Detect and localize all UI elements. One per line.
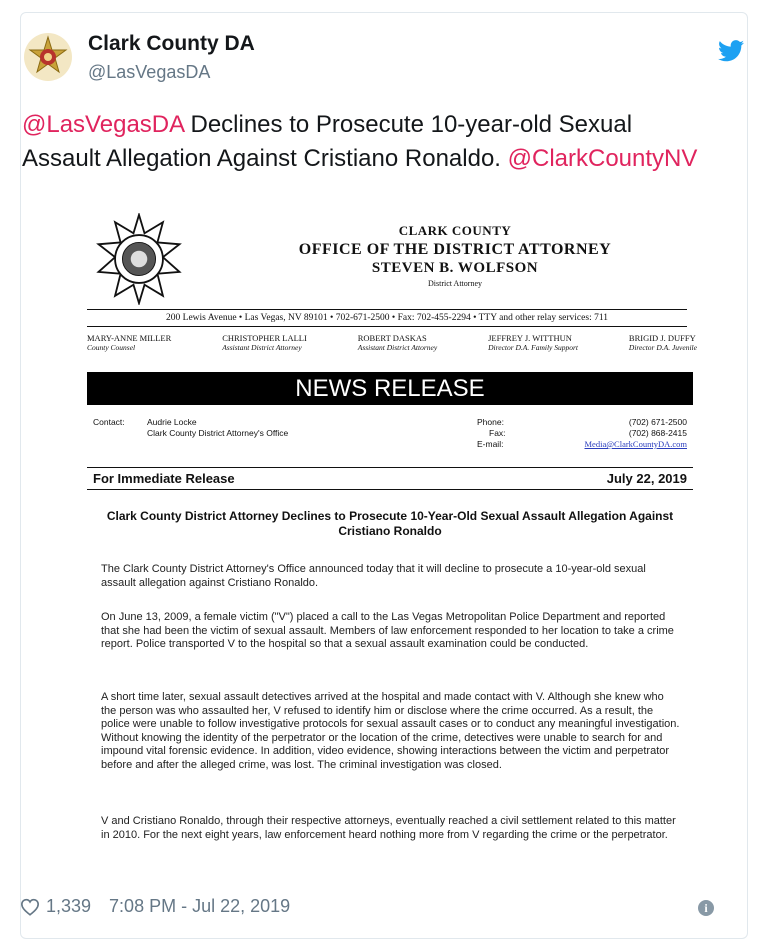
district-attorney-star-seal-icon (93, 213, 185, 305)
staff-title: Director D.A. Family Support (488, 343, 579, 352)
tweet-footer (20, 896, 290, 917)
news-release-banner: NEWS RELEASE (87, 372, 693, 405)
release-bar (87, 467, 693, 490)
tweet-text (22, 108, 712, 176)
phone-label: Phone: (477, 417, 504, 427)
release-paragraph: The Clark County District Attorney's Office announced today that it will decline to prosecute a 10-year-old sexual assault allegation against Cristiano Ronaldo. (101, 563, 646, 589)
staff-member (222, 333, 307, 352)
twitter-bird-icon[interactable] (718, 40, 744, 62)
header-county: CLARK COUNTY (398, 223, 512, 238)
tweet-body: Declines to Prosecute 10-year-old Sexual Assault Allegation Against Cristiano Ronaldo. (22, 111, 633, 172)
mention-link[interactable]: @LasVegasDA (22, 111, 184, 138)
like-count[interactable]: 1,339 (46, 896, 92, 916)
fax-value: (702) 868-2415 (628, 428, 687, 438)
release-paragraph: V and Cristiano Ronaldo, through their respective attorneys, eventually reached a civil settlement related to this matter in 2010. For the next eight years, law enforcement heard nothing more from V regarding the crime or the perpetrator. (101, 815, 676, 841)
phone-value: (702) 671-2500 (628, 417, 687, 427)
author-handle[interactable]: @LasVegasDA (88, 62, 211, 82)
email-link: Media@ClarkCountyDA.com (584, 439, 687, 449)
contact-label: Contact: (93, 417, 125, 427)
header-da-title: District Attorney (428, 279, 482, 288)
contact-office: Clark County District Attorney's Office (147, 428, 289, 438)
staff-title: County Counsel (87, 343, 136, 352)
release-paragraph: On June 13, 2009, a female victim ("V") placed a call to the Las Vegas Metropolitan Police Department and reported that she had been the victim of sexual assault. Members of law enforcement responded to her location to take a crime report. Police transported V to the hospital so that a sexual assault examination could be conducted. (101, 611, 674, 650)
heart-icon[interactable] (20, 898, 40, 916)
staff-member (488, 333, 578, 352)
fax-label: Fax: (489, 428, 506, 438)
staff-name: CHRISTOPHER LALLI (222, 333, 307, 343)
tweet-timestamp[interactable]: 7:08 PM - Jul 22, 2019 (109, 896, 291, 916)
author-name[interactable]: Clark County DA (88, 32, 255, 55)
da-badge-icon (24, 33, 72, 81)
staff-name: MARY-ANNE MILLER (87, 333, 172, 343)
header-da-name: STEVEN B. WOLFSON (371, 260, 539, 276)
office-address: 200 Lewis Avenue • Las Vegas, NV 89101 • 702-671-2500 • Fax: 702-455-2294 • TTY and other relay services: 711 (87, 309, 687, 327)
staff-member (629, 333, 697, 352)
staff-member (358, 333, 437, 352)
info-icon[interactable]: i (698, 900, 714, 916)
staff-title: Assistant District Attorney (222, 343, 302, 352)
header-office: OFFICE OF THE DISTRICT ATTORNEY (298, 241, 612, 258)
staff-title: Director D.A. Juvenile (628, 343, 697, 352)
staff-title: Assistant District Attorney (357, 343, 438, 352)
release-title: Clark County District Attorney Declines to Prosecute 10-Year-Old Sexual Assault Allegation Against Cristiano Ronaldo (106, 509, 674, 538)
staff-member (87, 333, 171, 352)
mention-link[interactable]: @ClarkCountyNV (507, 145, 698, 172)
release-paragraph: A short time later, sexual assault detectives arrived at the hospital and made contact with V. Although she knew who the person was who assaulted her, V refused to identify him or disclose where the crime occurred. As a result, the police were unable to follow investigative protocols for sexual assault cases or to conduct any meaningful investigation. Without knowing the identity of the perpetrator or the location of the crime, detectives were unable to search for and impound vital forensic evidence. In addition, video evidence, showing interactions between the victim and perpetrator before and after the alleged crime, was lost. The criminal investigation was closed. (101, 691, 680, 771)
staff-name: ROBERT DASKAS (357, 333, 427, 343)
staff-list (87, 333, 697, 352)
release-label: For Immediate Release (93, 471, 235, 486)
staff-name: BRIGID J. DUFFY (628, 333, 696, 343)
release-date: July 22, 2019 (606, 471, 687, 486)
staff-name: JEFFREY J. WITTHUN (488, 333, 572, 343)
office-header (285, 223, 625, 288)
avatar[interactable] (24, 33, 72, 81)
press-release-image[interactable] (65, 195, 705, 875)
contact-name: Audrie Locke (147, 417, 197, 427)
email-label: E-mail: (477, 439, 504, 449)
